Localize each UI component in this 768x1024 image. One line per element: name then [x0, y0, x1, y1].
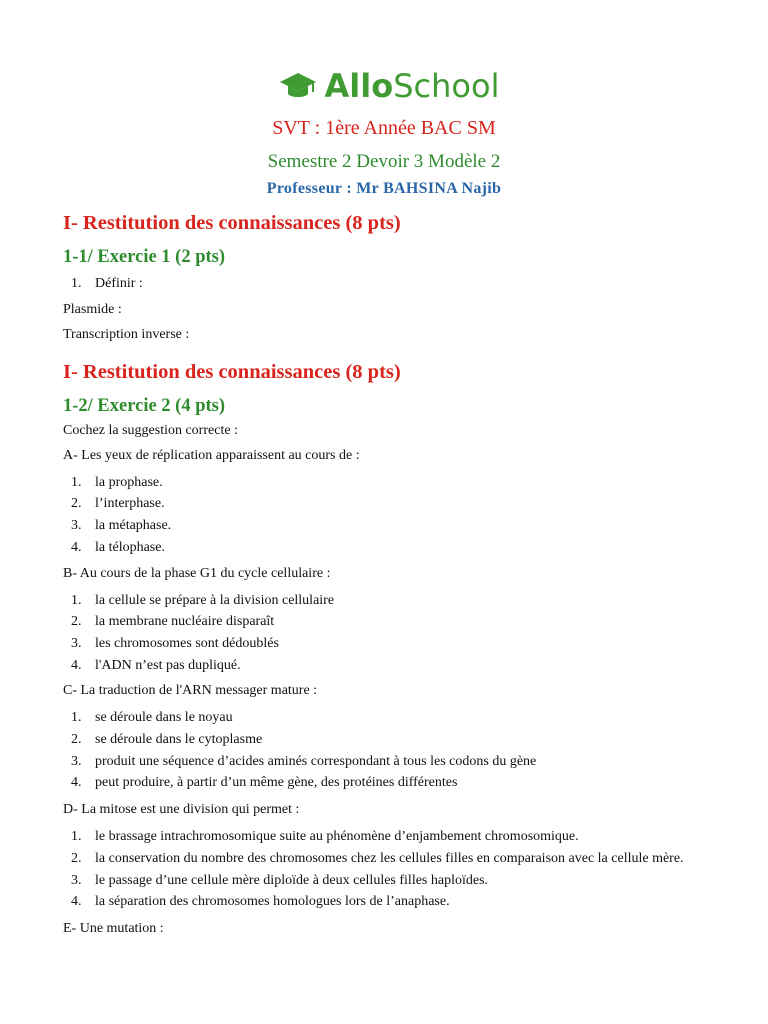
item-text: la prophase.	[95, 474, 163, 490]
item-text: la cellule se prépare à la division cellulaire	[95, 592, 335, 608]
list-item	[63, 826, 713, 848]
graduation-cap-icon	[279, 71, 317, 101]
item-text: la membrane nucléaire disparaît	[95, 614, 275, 630]
question-label: B- Au cours de la phase G1 du cycle cellulaire :	[63, 565, 331, 581]
item-number: 3.	[71, 872, 82, 888]
options-list	[63, 826, 713, 913]
item-text: la télophase.	[95, 539, 165, 555]
instruction-text: Cochez la suggestion correcte :	[63, 422, 238, 438]
list-item	[63, 273, 713, 295]
item-text: la séparation des chromosomes homologues lors de l’anaphase.	[95, 894, 450, 910]
question-label: C- La traduction de l'ARN messager mature :	[63, 683, 318, 699]
brand-name-regular: School	[393, 67, 500, 105]
list-item	[63, 729, 713, 751]
item-number: 3.	[71, 518, 82, 534]
document-title: SVT : 1ère Année BAC SM	[272, 117, 496, 139]
list-item	[63, 590, 713, 612]
list-item	[63, 493, 713, 515]
list-item	[63, 611, 713, 633]
question-label: D- La mitose est une division qui permet :	[63, 802, 300, 818]
term-plasmide: Plasmide :	[63, 301, 122, 317]
list-item	[63, 891, 713, 913]
list-item	[63, 870, 713, 892]
item-number: 4.	[71, 539, 82, 555]
item-number: 4.	[71, 657, 82, 673]
item-text: peut produire, à partir d’un même gène, des protéines différentes	[95, 775, 458, 791]
item-number: 2.	[71, 850, 82, 866]
item-number: 1.	[71, 710, 82, 726]
list-item	[63, 655, 713, 677]
document-subtitle: Semestre 2 Devoir 3 Modèle 2	[267, 151, 501, 172]
item-number: 1.	[71, 829, 82, 845]
item-text: les chromosomes sont dédoublés	[95, 635, 279, 651]
item-number: 3.	[71, 635, 82, 651]
item-text: se déroule dans le noyau	[95, 710, 233, 726]
item-number: 1.	[71, 276, 82, 291]
list-item	[63, 537, 713, 559]
list-item	[63, 848, 713, 870]
item-number: 2.	[71, 496, 82, 512]
item-number: 3.	[71, 753, 82, 769]
brand-name-bold: Allo	[324, 67, 394, 105]
options-list	[63, 707, 713, 794]
item-text: le brassage intrachromosomique suite au phénomène d’enjambement chromosomique.	[95, 829, 579, 845]
list-item	[63, 633, 713, 655]
exercise-heading: 1-2/ Exercie 2 (4 pts)	[63, 395, 226, 416]
list-item	[63, 772, 713, 794]
professor-name: Professeur : Mr BAHSINA Najib	[266, 180, 502, 197]
term-transcription-inverse: Transcription inverse :	[63, 326, 190, 342]
question-label: E- Une mutation :	[63, 920, 164, 936]
section-heading: I- Restitution des connaissances (8 pts)	[63, 360, 401, 383]
item-text: l’interphase.	[95, 496, 165, 512]
item-number: 2.	[71, 614, 82, 630]
item-text: la métaphase.	[95, 518, 172, 534]
item-text: se déroule dans le cytoplasme	[95, 732, 263, 748]
list-item	[63, 751, 713, 773]
brand-name	[325, 66, 500, 106]
item-number: 1.	[71, 592, 82, 608]
item-text: Définir :	[95, 276, 143, 291]
item-text: la conservation du nombre des chromosomes chez les cellules filles en comparaison avec la cellule mère.	[95, 850, 684, 866]
item-number: 1.	[71, 474, 82, 490]
list-item	[63, 515, 713, 537]
item-number: 4.	[71, 894, 82, 910]
question-label: A- Les yeux de réplication apparaissent au cours de :	[63, 447, 360, 463]
document-body	[63, 208, 713, 939]
exercise-heading: 1-1/ Exercie 1 (2 pts)	[63, 247, 226, 267]
brand-logo	[0, 66, 768, 106]
options-list	[63, 590, 713, 677]
list-item	[63, 472, 713, 494]
list-item	[63, 707, 713, 729]
section-heading: I- Restitution des connaissances (8 pts)	[63, 212, 401, 234]
definition-list	[63, 273, 713, 295]
options-list	[63, 472, 713, 559]
item-text: le passage d’une cellule mère diploïde à deux cellules filles haploïdes.	[95, 872, 489, 888]
item-number: 4.	[71, 775, 82, 791]
item-number: 2.	[71, 732, 82, 748]
item-text: l'ADN n’est pas dupliqué.	[95, 657, 241, 673]
item-text: produit une séquence d’acides aminés correspondant à tous les codons du gène	[95, 753, 537, 769]
